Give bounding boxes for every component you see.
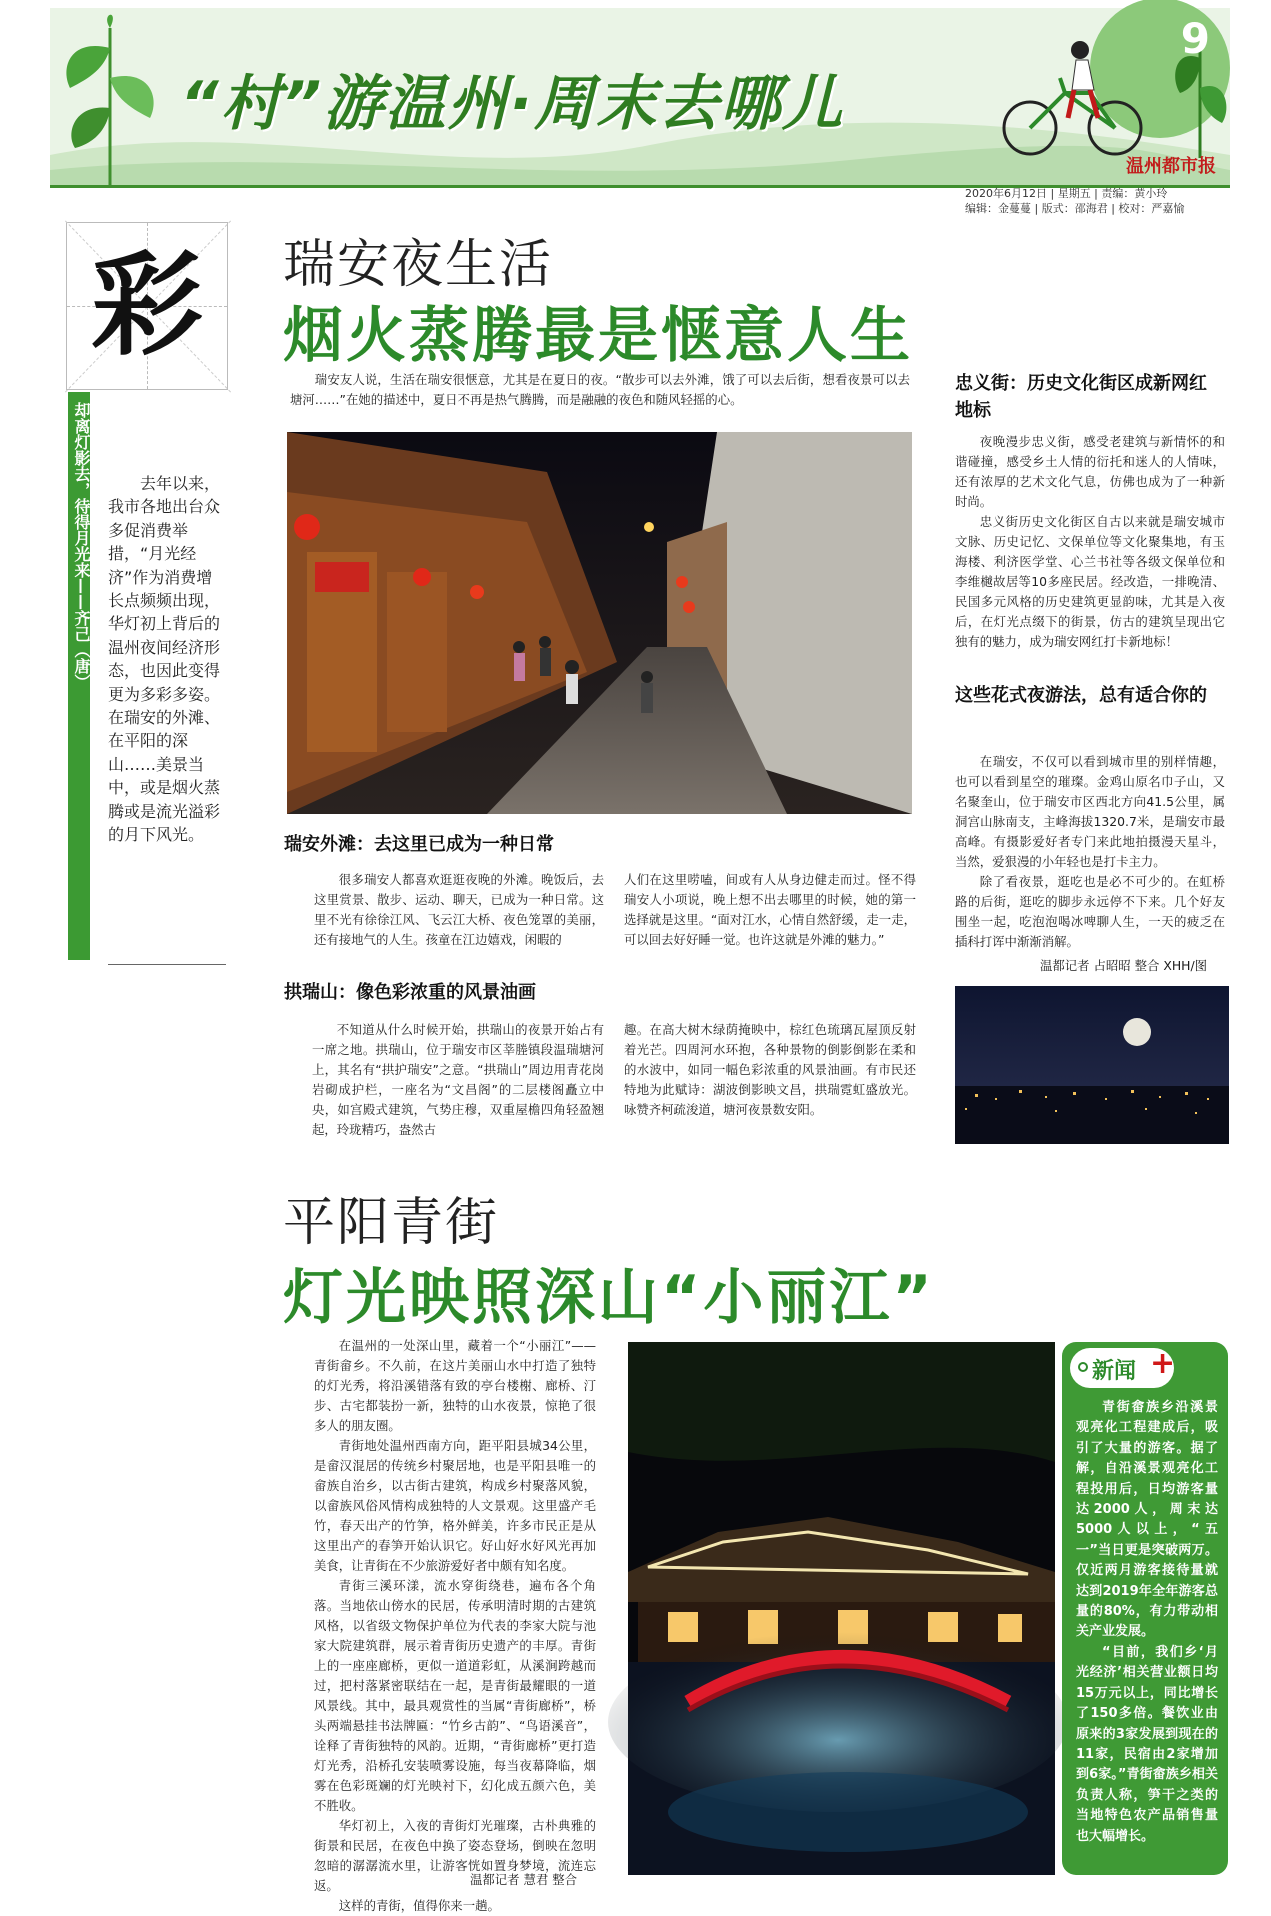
poem-bar: 却离灯影去，待得月光来——齐己（唐） (68, 392, 90, 960)
section2-paragraph-2: 青街地处温州西南方向，距平阳县城34公里，是畲汉混居的传统乡村聚居地，也是平阳县唯一的畲族自治乡，以古街古建筑，构成乡村聚落风貌，以畲族风俗风情构成独特的人文景观。这里盛产毛竹，春天出产的竹笋，格外鲜美，许多市民正是从这里出产的春笋开始认识它。好山好水好风光再加美食，让青街在不少旅游爱好者中颇有知名度。 (314, 1438, 596, 1573)
news-text (1076, 1398, 1218, 1847)
waitan-column-1: 很多瑞安人都喜欢逛逛夜晚的外滩。晚饭后，去这里赏景、散步、运动、聊天，已成为一种日常。这里不光有徐徐江风、飞云江大桥、夜色笼罩的美丽，还有接地气的人生。孩童在江边嬉戏，闲暇的 (314, 872, 604, 947)
newspaper-brand: 温州都市报 (1126, 156, 1216, 177)
page-number: 9 (1180, 14, 1210, 63)
section1-intro: 瑞安友人说，生活在瑞安很惬意，尤其是在夏日的夜。“散步可以去外滩，饿了可以去后街，想看夜景可以去塘河……”在她的描述中，夏日不再是热气腾腾，而是融融的夜色和随风轻摇的心。 (290, 372, 910, 407)
subhead-night: 这些花式夜游法，总有适合你的 (955, 685, 1207, 706)
byline-line2: 编辑：金蔓蔓 | 版式：邵海君 | 校对：严嘉愉 (965, 202, 1185, 215)
leaf-left-icon (50, 8, 170, 188)
street-night-illustration (287, 432, 912, 814)
section2-title: 平阳青街 (283, 1193, 500, 1253)
zhongyi-text (955, 432, 1225, 652)
section2-paragraph-4: 华灯初上，入夜的青街灯光璀璨，古朴典雅的街景和民居，在夜色中换了姿态登场，倒映在忽明忽暗的潺潺流水里，让游客恍如置身梦境，流连忘返。 (314, 1818, 596, 1893)
news-paragraph-2: “目前，我们乡‘月光经济’相关营业额日均15万元以上，同比增长了150多倍。餐饮业由原来的3家发展到现在的11家，民宿由2家增加到6家。”青街畲族乡相关负责人称，笋干之类的当地特色农产品销售量也大幅增长。 (1076, 1644, 1218, 1844)
covered-bridge-photo (628, 1342, 1055, 1875)
moon-skyline-photo (955, 986, 1229, 1144)
section1-headline: 烟火蒸腾最是惬意人生 (283, 301, 913, 371)
byline-line1: 2020年6月12日 | 星期五 | 责编：黄小玲 (965, 187, 1168, 200)
section2-credit: 温都记者 慧君 整合 (470, 1872, 578, 1887)
night-paragraph-2: 除了看夜景，逛吃也是必不可少的。在虹桥路的后街，逛吃的脚步永远停不下来。几个好友围坐一起，吃泡泡喝冰啤聊人生，一天的疲乏在插科打诨中渐渐消解。 (955, 874, 1225, 949)
news-plus-box (1062, 1342, 1228, 1875)
section2-text (314, 1336, 596, 1916)
zhongyi-paragraph-1: 夜晚漫步忠义街，感受老建筑与新情怀的和谐碰撞，感受乡土人情的衍托和迷人的人情味，还有浓厚的艺术文化气息，仿佛也成为了一种新时尚。 (955, 434, 1225, 509)
plus-icon: + (1150, 1346, 1176, 1381)
news-label: 新闻 (1092, 1359, 1137, 1384)
waitan-column-2: 人们在这里唠嗑，间或有人从身边健走而过。怪不得瑞安人小项说，晚上想不出去哪里的时候，她的第一选择就是这里。“面对江水，心情自然舒缓，走一走，可以回去好好睡一觉。也许这就是外滩的魅力。” (624, 872, 916, 947)
gongrui-column-2: 趣。在高大树木绿荫掩映中，棕红色琉璃瓦屋顶反射着光芒。四周河水环抱，各种景物的倒影倒影在柔和的水波中，如同一幅色彩浓重的风景油画。有市民还特地为此赋诗：湖波倒影映文昌，拱瑞霓虹盛放光。咏赞齐柯疏浚道，塘河夜景数安阳。 (624, 1022, 916, 1117)
feature-char: 彩 (91, 241, 203, 371)
bullet-icon (1078, 1362, 1088, 1372)
subhead-zhongyi: 忠义街：历史文化街区成新网红地标 (955, 373, 1207, 421)
header-banner (50, 8, 1230, 188)
moon-skyline-illustration (955, 986, 1229, 1144)
section2-paragraph-5: 这样的青街，值得你来一趟。 (338, 1898, 500, 1913)
covered-bridge-illustration (628, 1342, 1055, 1875)
lead-paragraph: 去年以来，我市各地出台众多促消费举措，“月光经济”作为消费增长点频频出现，华灯初上背后的温州夜间经济形态，也因此变得更为多彩多姿。在瑞安的外滩、在平阳的深山……美景当中，或是烟火蒸腾或是流光溢彩的月下风光。 (108, 474, 221, 845)
night-text (955, 752, 1225, 952)
section1-credit: 温都记者 占昭昭 整合 XHH/图 (1040, 958, 1208, 973)
section2-headline: 灯光映照深山“小丽江” (283, 1263, 935, 1333)
section2-paragraph-3: 青街三溪环漾，流水穿街绕巷，遍布各个角落。当地依山傍水的民居，传承明清时期的古建筑风格，以省级文物保护单位为代表的李家大院与池家大院建筑群，展示着青街历史遗产的丰厚。青街上的一座座廊桥，更似一道道彩虹，从溪涧跨越而过，把村落紧密联结在一起，是青街最耀眼的一道风景线。其中，最具观赏性的当属“青街廊桥”，桥头两端悬挂书法牌匾：“竹乡古韵”、“鸟语溪音”，诠释了青街独特的风韵。近期，“青街廊桥”更打造灯光秀，沿桥孔安装喷雾设施，每当夜幕降临，烟雾在色彩斑斓的灯光映衬下，幻化成五颜六色，美不胜收。 (314, 1578, 596, 1813)
subhead-gongrui: 拱瑞山：像色彩浓重的风景油画 (284, 982, 536, 1003)
byline (965, 186, 1235, 216)
banner-title: “村”游温州·周末去哪儿 (180, 69, 845, 139)
divider (108, 964, 226, 965)
gongrui-column-1: 不知道从什么时候开始，拱瑞山的夜景开始占有一席之地。拱瑞山，位于瑞安市区莘塍镇段温瑞塘河上，其名有“拱护瑞安”之意。“拱瑞山”周边用青花岗岩砌成护栏，一座名为“文昌阁”的二层楼阁矗立中央，如宫殿式建筑，气势庄穆，双重屋檐四角轻盈翘起，玲珑精巧，盎然古 (312, 1022, 604, 1137)
night-paragraph-1: 在瑞安，不仅可以看到城市里的别样情趣，也可以看到星空的璀璨。金鸡山原名巾子山，又名聚奎山，位于瑞安市区西北方向41.5公里，属洞宫山脉南支，主峰海拔1320.7米，是瑞安市最高峰。有摄影爱好者专门来此地拍摄漫天星斗，当然，爱狠漫的小年轻也是打卡主力。 (955, 754, 1225, 869)
street-night-photo (287, 432, 912, 814)
section1-title: 瑞安夜生活 (283, 235, 554, 295)
feature-char-box (66, 222, 228, 390)
subhead-waitan: 瑞安外滩：去这里已成为一种日常 (284, 834, 554, 855)
news-paragraph-1: 青街畲族乡沿溪景观亮化工程建成后，吸引了大量的游客。据了解，自沿溪景观亮化工程投用后，日均游客量达2000人，周末达5000人以上，“五一”当日更是突破两万。仅近两月游客接待量就达到2019年全年游客总量的80%，有力带动相关产业发展。 (1076, 1400, 1218, 1640)
section2-paragraph-1: 在温州的一处深山里，藏着一个“小丽江”——青街畲乡。不久前，在这片美丽山水中打造了独特的灯光秀，将沿溪错落有致的亭台楼榭、廊桥、汀步、古宅都装扮一新，独特的山水夜景，惊艳了很多人的朋友圈。 (314, 1338, 596, 1433)
zhongyi-paragraph-2: 忠义街历史文化街区自古以来就是瑞安城市文脉、历史记忆、文保单位等文化聚集地，有玉海楼、利济医学堂、心兰书社等各级文保单位和李维樾故居等10多座民居。经改造，一排晚清、民国多元风格的历史建筑更显韵味，尤其是入夜后，在灯光点缀下的街景，仿古的建筑呈现出它独有的魅力，成为瑞安网红打卡新地标！ (955, 514, 1225, 649)
